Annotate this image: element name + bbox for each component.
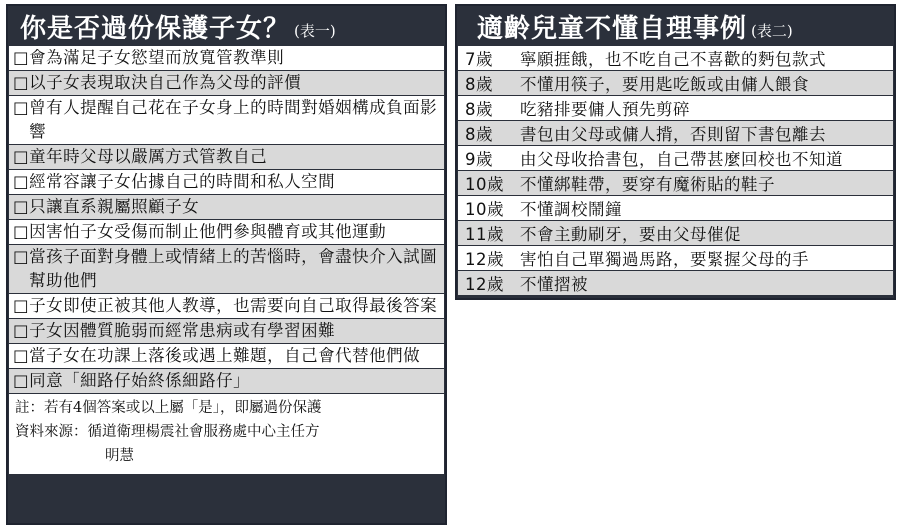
checkbox-icon: □ <box>13 296 30 315</box>
table-row <box>458 96 893 120</box>
checklist-notes <box>9 394 444 474</box>
checklist-row <box>9 145 444 169</box>
checklist-item-text: 因害怕子女受傷而制止他們參與體育或其他運動 <box>29 222 387 241</box>
table-row <box>458 171 893 195</box>
checkbox-icon: □ <box>13 147 30 166</box>
checkbox-icon: □ <box>13 371 30 390</box>
checklist-item-text: 當子女在功課上落後或遇上難題，自己會代替他們做 <box>29 346 421 365</box>
table-row <box>458 271 893 295</box>
age-cell: 10歲 <box>465 175 504 194</box>
checklist-item-text: 子女因體質脆弱而經常患病或有學習困難 <box>29 321 336 340</box>
checkbox-icon: □ <box>13 48 30 67</box>
checkbox-icon: □ <box>13 222 30 241</box>
checklist-table-tag: (表一) <box>294 21 336 40</box>
scoring-note: 註：若有4個答案或以上屬「是」，即屬過份保護 <box>15 400 322 416</box>
checkbox-icon: □ <box>13 346 30 365</box>
checkbox-icon: □ <box>13 321 30 340</box>
checklist-item-text: 經常容讓子女佔據自己的時間和私人空間 <box>29 172 336 191</box>
example-cell: 書包由父母或傭人揹，否則留下書包離去 <box>520 125 826 144</box>
example-cell: 不會主動刷牙，要由父母催促 <box>520 225 741 244</box>
checklist-item-text: 會為滿足子女慾望而放寬管教準則 <box>29 48 285 67</box>
checklist-row <box>9 245 444 293</box>
checklist-rows <box>8 46 445 393</box>
checklist-title: 你是否過份保護子女？ <box>20 13 291 44</box>
checklist-row <box>9 294 444 318</box>
example-cell: 不懂用筷子，要用匙吃飯或由傭人餵食 <box>520 75 809 94</box>
checklist-row <box>9 96 444 144</box>
age-cell: 8歲 <box>465 75 493 94</box>
checklist-row <box>9 369 444 393</box>
age-cell: 11歲 <box>465 225 504 244</box>
checklist-title-bar <box>8 6 445 46</box>
age-cell: 12歲 <box>465 275 504 294</box>
checklist-item-text: 同意「細路仔始終係細路仔」 <box>29 371 251 390</box>
age-cell: 7歲 <box>465 50 493 69</box>
checklist-row <box>9 195 444 219</box>
checkbox-icon: □ <box>13 247 30 266</box>
table-row <box>458 121 893 145</box>
examples-title-bar <box>457 6 894 46</box>
table-row <box>458 221 893 245</box>
checklist-row <box>9 71 444 95</box>
checklist-row <box>9 170 444 194</box>
checklist-row <box>9 220 444 244</box>
checklist-item-text: 只讓直系親屬照顧子女 <box>29 197 200 216</box>
checklist-row <box>9 319 444 343</box>
table-row <box>458 196 893 220</box>
checklist-item-text: 以子女表現取決自己作為父母的評價 <box>29 73 302 92</box>
self-care-examples-table <box>455 4 896 300</box>
checkbox-icon: □ <box>13 73 30 92</box>
checkbox-icon: □ <box>13 197 30 216</box>
overprotection-checklist-table <box>6 4 447 525</box>
example-cell: 不懂綁鞋帶，要穿有魔術貼的鞋子 <box>520 175 775 194</box>
age-cell: 8歲 <box>465 125 493 144</box>
source-credit-continued: 明慧 <box>105 448 134 464</box>
example-cell: 不懂摺被 <box>520 275 588 294</box>
checklist-item-text: 童年時父母以嚴厲方式管教自己 <box>29 147 268 166</box>
age-cell: 12歲 <box>465 250 504 269</box>
example-cell: 害怕自己單獨過馬路，要緊握父母的手 <box>520 250 809 269</box>
examples-table-tag: (表二) <box>751 21 793 40</box>
example-cell: 寧願捱餓，也不吃自己不喜歡的麪包款式 <box>520 50 826 69</box>
checklist-item-text: 當孩子面對身體上或情緒上的苦惱時，會盡快介入試圖幫助他們 <box>29 247 438 290</box>
examples-title: 適齡兒童不懂自理事例 <box>477 13 748 44</box>
age-cell: 9歲 <box>465 150 493 169</box>
table-row <box>458 46 893 70</box>
checkbox-icon: □ <box>13 98 30 117</box>
example-cell: 吃豬排要傭人預先剪碎 <box>520 100 690 119</box>
examples-rows <box>457 46 894 295</box>
checklist-row <box>9 344 444 368</box>
source-credit: 資料來源：循道衛理楊震社會服務處中心主任方 <box>15 424 320 440</box>
table-row <box>458 146 893 170</box>
table-row <box>458 71 893 95</box>
checklist-item-text: 曾有人提醒自己花在子女身上的時間對婚姻構成負面影響 <box>29 98 438 141</box>
table-row <box>458 246 893 270</box>
example-cell: 由父母收拾書包，自己帶甚麼回校也不知道 <box>520 150 843 169</box>
example-cell: 不懂調校鬧鐘 <box>520 200 622 219</box>
age-cell: 10歲 <box>465 200 504 219</box>
checklist-row <box>9 46 444 70</box>
checkbox-icon: □ <box>13 172 30 191</box>
age-cell: 8歲 <box>465 100 493 119</box>
checklist-item-text: 子女即使正被其他人教導，也需要向自己取得最後答案 <box>29 296 438 315</box>
